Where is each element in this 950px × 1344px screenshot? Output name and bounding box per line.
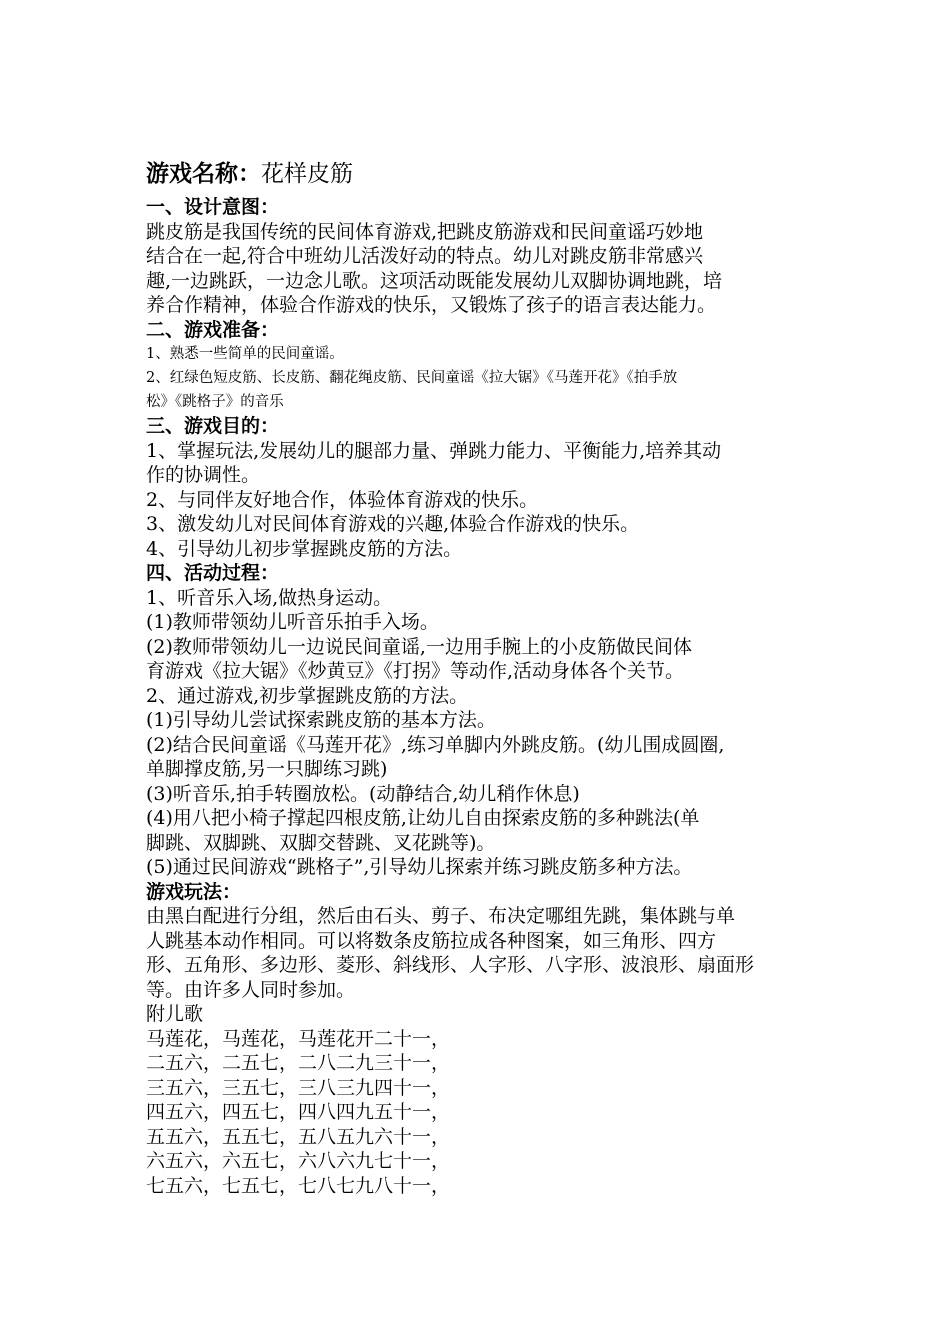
paragraph-line: 单脚撑皮筋,另一只脚练习跳) <box>146 758 388 780</box>
paragraph-line: 由黑白配进行分组，然后由石头、剪子、布决定哪组先跳，集体跳与单 <box>146 905 736 927</box>
paragraph-line: (4)用八把小椅子撑起四根皮筋,让幼儿自由探索皮筋的多种跳法(单 <box>146 807 700 829</box>
section-heading-play: 游戏玩法： <box>146 880 242 903</box>
section-heading-goals: 三、游戏目的： <box>146 415 280 437</box>
paragraph-line: 2、红绿色短皮筋、长皮筋、翻花绳皮筋、民间童谣《拉大锯》《马莲开花》《拍手放 <box>146 370 678 386</box>
section-heading-intent: 一、设计意图： <box>146 196 280 218</box>
game-title-label: 游戏名称： <box>146 160 261 187</box>
paragraph-line: 形、五角形、多边形、菱形、斜线形、人字形、八字形、波浪形、扇面形 <box>146 954 755 976</box>
section-heading-process: 四、活动过程： <box>146 562 280 584</box>
game-title <box>146 157 818 195</box>
paragraph-line: (3)听音乐,拍手转圈放松。(动静结合,幼儿稍作休息) <box>146 782 580 805</box>
paragraph-line: 跳皮筋是我国传统的民间体育游戏,把跳皮筋游戏和民间童谣巧妙地 <box>146 220 704 243</box>
paragraph-line: (5)通过民间游戏“跳格子”,引导幼儿探索并练习跳皮筋多种方法。 <box>146 856 693 878</box>
paragraph-line: 松》《跳格子》的音乐 <box>146 394 284 410</box>
paragraph-line: 结合在一起,符合中班幼儿活泼好动的特点。幼儿对跳皮筋非常感兴 <box>146 245 704 267</box>
paragraph-line: 脚跳、双脚跳、双脚交替跳、叉花跳等)。 <box>146 831 496 854</box>
paragraph-line: (1)教师带领幼儿听音乐拍手入场。 <box>146 611 439 633</box>
section-heading-prep: 二、游戏准备： <box>146 318 280 341</box>
paragraph-line: (1)引导幼儿尝试探索跳皮筋的基本方法。 <box>146 709 496 731</box>
song-line: 六五六，六五七，六八六九七十一， <box>146 1150 451 1172</box>
paragraph-line: 作的协调性。 <box>146 464 261 486</box>
paragraph-line: 人跳基本动作相同。可以将数条皮筋拉成各种图案，如三角形、四方 <box>146 929 717 952</box>
paragraph-line: 育游戏《拉大锯》《炒黄豆》《打拐》等动作,活动身体各个关节。 <box>146 660 685 682</box>
paragraph-line: 2、通过游戏,初步掌握跳皮筋的方法。 <box>146 684 469 707</box>
paragraph-line: (2)结合民间童谣《马莲开花》,练习单脚内外跳皮筋。(幼儿围成圆圈, <box>146 733 725 756</box>
paragraph-line: 养合作精神，体验合作游戏的快乐，又锻炼了孩子的语言表达能力。 <box>146 294 717 316</box>
paragraph-line: 3、激发幼儿对民间体育游戏的兴趣,体验合作游戏的快乐。 <box>146 513 640 535</box>
paragraph-line: 1、掌握玩法,发展幼儿的腿部力量、弹跳力能力、平衡能力,培养其动 <box>146 439 722 462</box>
paragraph-line: 1、听音乐入场,做热身运动。 <box>146 586 393 609</box>
section-heading-song: 附儿歌 <box>146 1003 204 1025</box>
paragraph-line: 4、引导幼儿初步掌握跳皮筋的方法。 <box>146 537 463 560</box>
song-line: 七五六，七五七，七八七九八十一， <box>146 1174 451 1197</box>
song-line: 四五六，四五七，四八四九五十一， <box>146 1101 451 1123</box>
paragraph-line: 等。由许多人同时参加。 <box>146 978 356 1001</box>
paragraph-line: 2、与同伴友好地合作，体验体育游戏的快乐。 <box>146 488 539 511</box>
song-line: 五五六，五五七，五八五九六十一， <box>146 1125 451 1148</box>
paragraph-line: 1、熟悉一些简单的民间童谣。 <box>146 346 344 362</box>
song-line: 二五六，二五七，二八二九三十一， <box>146 1052 451 1074</box>
song-line: 三五六，三五七，三八三九四十一， <box>146 1076 451 1099</box>
game-title-value: 花样皮筋 <box>261 161 353 187</box>
paragraph-line: (2)教师带领幼儿一边说民间童谣,一边用手腕上的小皮筋做民间体 <box>146 635 692 658</box>
paragraph-line: 趣,一边跳跃，一边念儿歌。这项活动既能发展幼儿双脚协调地跳，培 <box>146 269 723 292</box>
document-page <box>146 157 818 1198</box>
song-line: 马莲花，马莲花，马莲花开二十一， <box>146 1027 451 1050</box>
